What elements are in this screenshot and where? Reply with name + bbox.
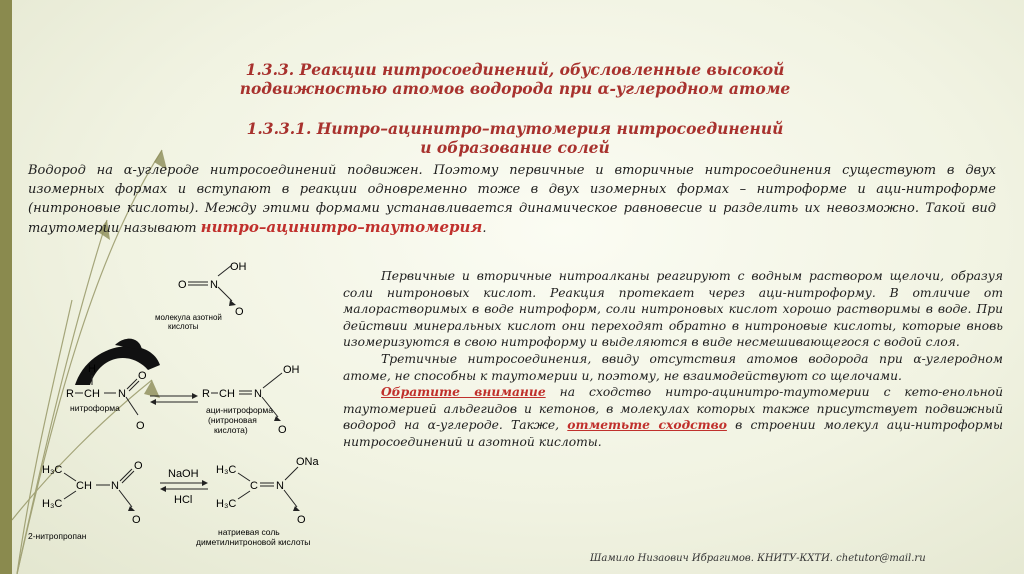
nitric-oh: OH: [230, 261, 247, 273]
nitroform-n: N: [118, 388, 126, 400]
nitric-o-bottom: O: [235, 306, 244, 318]
nitropropane-n: N: [111, 480, 119, 492]
paragraph-salts: Первичные и вторичные нитроалканы реагируют с водным раствором щелочи, образуя соли нитроновых кислот. Реакция протекает через аци-нитроформу. В отличие от малорастворимых в воде нитроформ, соли нитроновых кислот хорошо растворимы в воде. При действии минеральных кислот они переходят обратно в нитроновые кислоты, которые вновь изомеризуются в свою нитроформу и выделяются в виде несмешивающегося с водой слоя.: [343, 269, 1003, 350]
author-footer: Шамилo Низaович Ибрагимов. КНИТУ-КХТИ. chetutor@mail.ru: [590, 553, 926, 564]
paragraph-tertiary: Третичные нитросоединения, ввиду отсутствия атомов водорода при α-углеродном атоме, не способны к таутомерии и, поэтому, не взаимодействуют со щелочами.: [343, 351, 1003, 383]
note-lead-2: отметьте сходство: [567, 417, 727, 433]
nitropropane-h3c-top: H₃C: [42, 464, 63, 476]
salt-h3c-bottom: H₃C: [216, 498, 237, 510]
nitropropane-o-bottom: O: [132, 514, 141, 526]
left-accent-bar: [0, 0, 12, 574]
nitric-label-1: молекула азотной: [155, 313, 222, 322]
section-subtitle: [150, 119, 880, 157]
aci-n: N: [254, 388, 262, 400]
salt-o-bottom: O: [297, 514, 306, 526]
nitropropane-o-top: O: [134, 460, 143, 472]
aci-oh: OH: [283, 364, 300, 376]
nitroform-o-bottom: O: [136, 420, 145, 432]
title-line-1: 1.3.3. Реакции нитросоединений, обусловленные высокой: [245, 60, 785, 79]
subtitle-line-2: и образование солей: [420, 138, 610, 157]
nitric-o-left: O: [178, 279, 187, 291]
note-text-2: в строении молекул аци-нитроформы нитросоединений и азотной кислоты.: [343, 418, 1003, 449]
salt-label-2: диметилнитроновой кислоты: [196, 537, 311, 547]
reagent-naoh: NaOH: [168, 468, 199, 480]
salt-h3c-top: H₃C: [216, 464, 237, 476]
chemical-schemes: [20, 245, 340, 555]
nitroform-h: H: [88, 363, 96, 375]
reagent-hcl: HCl: [174, 494, 193, 506]
intro-end: .: [482, 221, 487, 236]
salt-label-1: натриевая соль: [218, 527, 280, 537]
note-text-1: на сходство нитро-ацинитро-таутомерии с кето-енольной таутомерией альдегидов и кетонов, в молекулах которых также присутствует подвижный водород на α-углероде. Также,: [343, 385, 1004, 433]
nitroform-o-top: O: [138, 370, 147, 382]
nitroform-ch: CH: [84, 388, 100, 400]
nitropropane-label: 2-нитропропан: [28, 531, 87, 541]
salt-c: C: [250, 480, 258, 492]
nitropropane-h3c-bottom: H₃C: [42, 498, 63, 510]
aci-label-3: кислота): [214, 425, 248, 435]
aci-label-2: (нитроновая: [208, 415, 257, 425]
note-lead: Обратите внимание: [381, 384, 546, 400]
paragraph-note: [343, 384, 1003, 450]
nitropropane-ch: CH: [76, 480, 92, 492]
nitric-n: N: [210, 279, 218, 291]
title-line-2: подвижностью атомов водорода при α-углеродном атоме: [239, 79, 791, 98]
aci-ch: CH: [219, 388, 235, 400]
aci-r: R: [202, 388, 210, 400]
intro-paragraph: [28, 161, 996, 238]
explanation-text: [343, 268, 1003, 451]
page-title: [150, 60, 880, 98]
salt-n: N: [276, 480, 284, 492]
nitroform-r: R: [66, 388, 74, 400]
aci-label-1: аци-нитроформа: [206, 405, 273, 415]
aci-o-bottom: O: [278, 424, 287, 436]
intro-highlight-term: нитро–ацинитро–таутомерия: [200, 218, 483, 236]
intro-text: Водород на α-углероде нитросоединений подвижен. Поэтому первичные и вторичные нитросоединения существуют в двух изомерных формах и вступают в реакции одновременно тоже в двух изомерных формах – нитроформе и аци-нитроформе (нитроновые кислоты). Между этими формами устанавливается динамическое равновесие и разделить их невозможно. Такой вид таутомерии называют: [28, 163, 996, 236]
nitric-label-2: кислоты: [168, 322, 199, 331]
nitroform-label: нитроформа: [70, 403, 120, 413]
subtitle-line-1: 1.3.3.1. Нитро–ацинитро–таутомерия нитросоединений: [246, 119, 784, 138]
salt-ona: ONa: [296, 456, 319, 468]
